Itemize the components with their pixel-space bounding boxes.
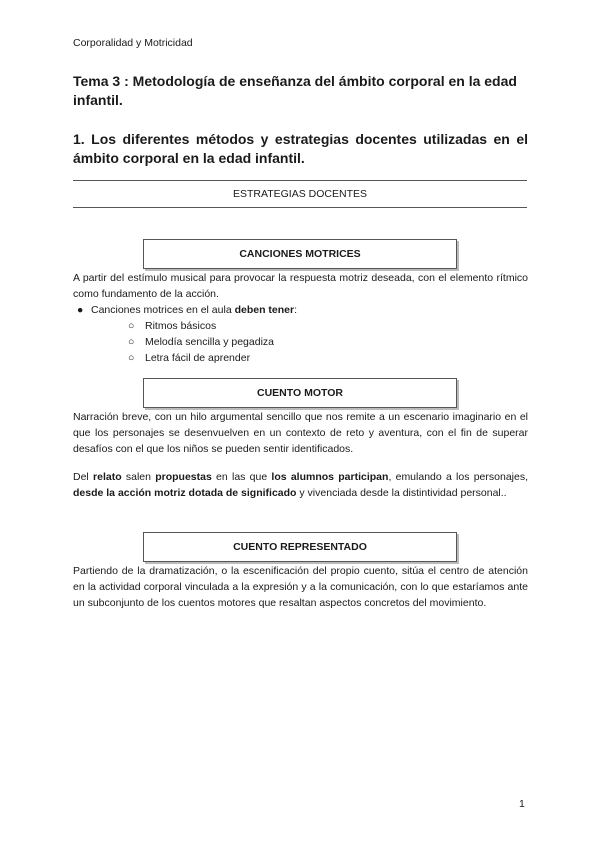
cuento-motor-paragraph-1: Narración breve, con un hilo argumental sencillo que nos remite a un escenario imaginario en el que los personajes se desenvuelven en un contexto de reto y aventura, con el fin de superar desafíos con el que los niños se pueden sentir identificados. xyxy=(73,411,528,455)
text-run: , emulando a los personajes, xyxy=(388,471,528,483)
canciones-list xyxy=(73,302,528,366)
top-divider xyxy=(73,180,527,181)
text-run: y vivenciada desde la distintividad personal.. xyxy=(296,487,507,499)
bold-run: relato xyxy=(93,471,122,483)
bullet-bold-text: deben tener xyxy=(234,304,295,316)
page-title: Tema 3 : Metodología de enseñanza del ámbito corporal en la edad infantil. xyxy=(73,73,517,108)
cuento-representado-box: CUENTO REPRESENTADO xyxy=(143,532,457,562)
subitem-text: Letra fácil de aprender xyxy=(145,352,251,364)
circle-bullet-icon: ○ xyxy=(128,320,135,332)
subitem-text: Ritmos básicos xyxy=(145,320,217,332)
cuento-motor-paragraph-2 xyxy=(73,469,528,501)
list-item xyxy=(73,334,528,350)
bold-run: los alumnos participan xyxy=(271,471,389,483)
circle-bullet-icon: ○ xyxy=(128,352,135,364)
bottom-divider xyxy=(73,207,527,208)
list-item xyxy=(73,350,528,366)
bullet-colon: : xyxy=(294,304,298,316)
list-item xyxy=(73,302,528,318)
bold-run: desde la acción motriz dotada de significado xyxy=(73,487,297,499)
canciones-intro: A partir del estímulo musical para provocar la respuesta motriz deseada, con el elemento rítmico como fundamento de la acción. xyxy=(73,272,528,300)
section-label: ESTRATEGIAS DOCENTES xyxy=(233,188,367,200)
text-run: salen xyxy=(121,471,156,483)
subitem-text: Melodía sencilla y pegadiza xyxy=(145,336,274,348)
page-number: 1 xyxy=(519,798,525,810)
page-header: Corporalidad y Motricidad xyxy=(73,37,193,49)
canciones-motrices-box: CANCIONES MOTRICES xyxy=(143,239,457,269)
cuento-representado-paragraph: Partiendo de la dramatización, o la escenificación del propio cuento, sitúa el centro de atención en la actividad corporal vinculada a la expresión y a la comunicación, con lo que estaríamos ante un subconjunto de los cuentos motores que resaltan aspectos concretos del movimiento. xyxy=(73,565,528,609)
text-run: Del xyxy=(73,471,94,483)
bold-run: propuestas xyxy=(155,471,212,483)
bullet-icon: ● xyxy=(77,304,84,316)
circle-bullet-icon: ○ xyxy=(128,336,135,348)
text-run: en las que xyxy=(211,471,272,483)
bullet-text: Canciones motrices en el aula xyxy=(91,304,235,316)
list-item xyxy=(73,318,528,334)
section-heading: 1. Los diferentes métodos y estrategias docentes utilizadas en el ámbito corporal en la edad infantil. xyxy=(73,131,528,166)
cuento-motor-box: CUENTO MOTOR xyxy=(143,378,457,408)
